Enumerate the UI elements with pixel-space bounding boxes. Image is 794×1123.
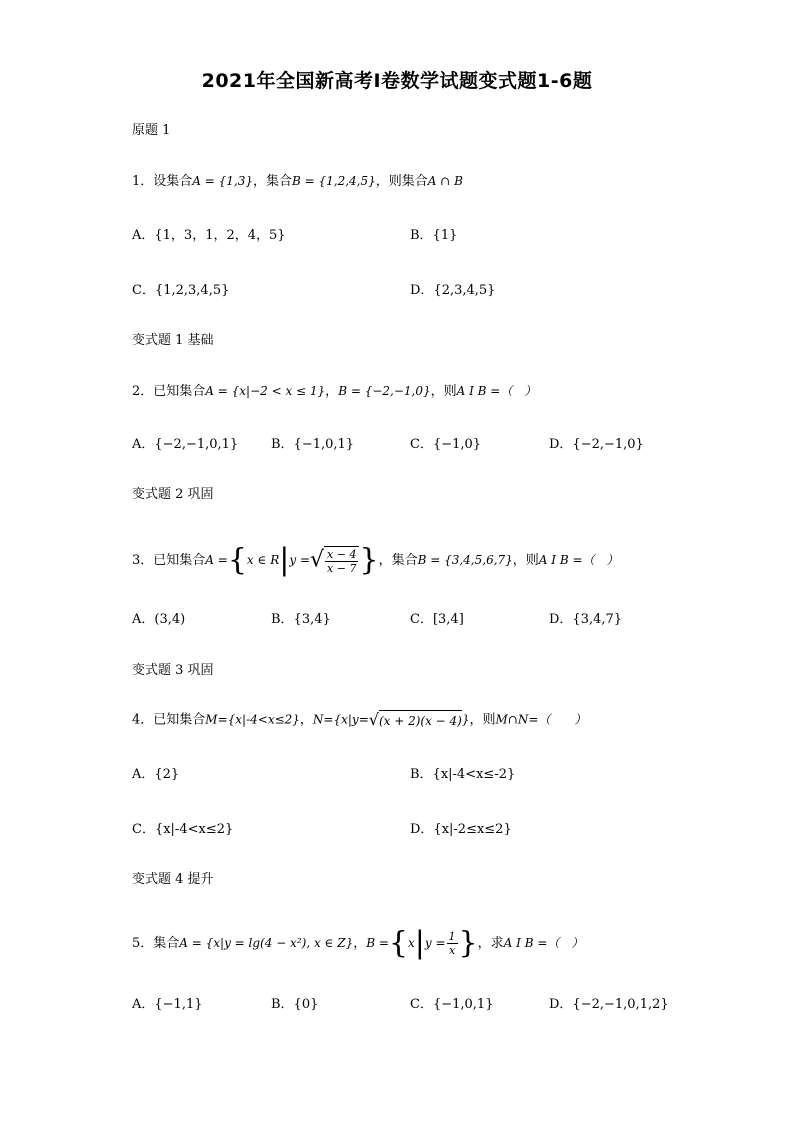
q3-option-a: A．(3,4)	[132, 612, 186, 627]
q3-option-d: D．{3,4,7}	[549, 612, 623, 627]
q3-set-a-left: A =	[205, 553, 228, 567]
q1-mid: ，集合	[252, 174, 292, 189]
q5-option-a: A．{−1,1}	[132, 997, 203, 1012]
q5-right-brace: }	[458, 925, 478, 961]
q4-option-b: B．{x|-4<x≤-2}	[410, 767, 516, 782]
q2-tail: A I B =（ ）	[456, 384, 537, 398]
q2-suffix: ，则	[430, 384, 457, 399]
section-variant-1: 变式题 1 基础	[132, 333, 214, 348]
q5-bar: |	[414, 925, 425, 961]
section-variant-3: 变式题 3 巩固	[132, 663, 214, 678]
q4-option-a: A．{2}	[132, 767, 180, 782]
q3-frac-den: x − 7	[327, 562, 357, 575]
section-variant-2: 变式题 2 巩固	[132, 487, 214, 502]
q5-option-b: B．{0}	[271, 997, 319, 1012]
q4-sqrt	[369, 710, 462, 730]
q5-left-brace: {	[388, 925, 408, 961]
q5-stem-prefix: 5．集合	[132, 936, 180, 951]
q3-right-brace: }	[359, 542, 379, 578]
q3-suffix: ，则	[512, 553, 539, 568]
q3-option-b: B．{3,4}	[271, 612, 331, 627]
q4-suffix: ，则	[469, 712, 496, 728]
q1-option-c: C．{1,2,3,4,5}	[132, 283, 230, 298]
question-5	[132, 925, 584, 961]
q3-option-c: C．[3,4]	[410, 612, 464, 627]
q5-set-b-y: y =	[424, 936, 446, 950]
q1-tail: A ∩ B	[427, 174, 463, 188]
q1-set-b: B = {1,2,4,5}	[292, 174, 376, 188]
q4-set-n-left: N={x|y=	[312, 712, 369, 727]
q4-radical-icon: √	[368, 710, 379, 729]
q2-option-a: A．{−2,−1,0,1}	[132, 437, 239, 452]
q3-mid: ，集合	[378, 553, 418, 568]
q1-option-d: D．{2,3,4,5}	[410, 283, 496, 298]
q4-mid: ，	[299, 712, 313, 728]
q4-set-n-right: }	[461, 712, 470, 727]
q4-option-c: C．{x|-4<x≤2}	[132, 822, 234, 837]
q2-mid: ，	[325, 384, 339, 399]
q5-tail: A I B =（ ）	[503, 936, 584, 950]
q5-option-d: D．{−2,−1,0,1,2}	[549, 997, 669, 1012]
question-4	[132, 710, 586, 730]
q3-frac-num: x − 4	[327, 548, 357, 561]
q2-option-c: C．{−1,0}	[410, 437, 482, 452]
q4-set-m: M={x|-4<x≤2}	[205, 712, 300, 727]
q3-stem-prefix: 3．已知集合	[132, 553, 206, 568]
q5-set-a: A = {x|y = lg(4 − x²), x ∈ Z}	[179, 936, 354, 950]
q4-tail: M∩N=（ ）	[495, 712, 587, 727]
q4-radicand: (x + 2)(x − 4)	[379, 710, 462, 730]
q4-stem-prefix: 4．已知集合	[132, 712, 206, 728]
q1-option-a: A．{1，3，1，2，4，5}	[132, 228, 286, 243]
q2-set-b: B = {−2,−1,0}	[338, 384, 431, 398]
q2-option-d: D．{−2,−1,0}	[549, 437, 644, 452]
q2-set-a: A = {x|−2 < x ≤ 1}	[205, 384, 326, 398]
q3-radical-icon: √	[310, 547, 325, 573]
q3-bar: |	[279, 542, 290, 578]
q4-option-d: D．{x|-2≤x≤2}	[410, 822, 512, 837]
q1-stem-prefix: 1．设集合	[132, 174, 193, 189]
q2-stem-prefix: 2．已知集合	[132, 384, 206, 399]
q3-set-a-cond: x ∈ R	[246, 553, 280, 567]
q5-set-b-left: B =	[366, 936, 389, 950]
document-title: 2021年全国新高考Ⅰ卷数学试题变式题1-6题	[201, 70, 593, 92]
q1-set-a: A = {1,3}	[192, 174, 253, 188]
question-1	[132, 172, 463, 191]
q5-frac-den: x	[448, 944, 456, 957]
q3-set-b: B = {3,4,5,6,7}	[417, 553, 513, 567]
question-3	[132, 542, 619, 578]
question-2	[132, 382, 536, 401]
q5-suffix: ，求	[477, 936, 504, 951]
q5-option-c: C．{−1,0,1}	[410, 997, 494, 1012]
q2-option-b: B．{−1,0,1}	[271, 437, 355, 452]
q3-left-brace: {	[227, 542, 247, 578]
q1-option-b: B．{1}	[410, 228, 458, 243]
q3-sqrt	[310, 546, 359, 575]
section-variant-4: 变式题 4 提升	[132, 872, 214, 887]
q3-tail: A I B =（ ）	[538, 553, 619, 567]
q5-frac-num: 1	[448, 930, 456, 943]
q3-set-a-y: y =	[289, 553, 311, 567]
q5-mid: ，	[353, 936, 367, 951]
q5-set-b-x: x	[408, 936, 415, 950]
section-original: 原题 1	[132, 123, 171, 138]
q1-suffix: ，则集合	[375, 174, 428, 189]
